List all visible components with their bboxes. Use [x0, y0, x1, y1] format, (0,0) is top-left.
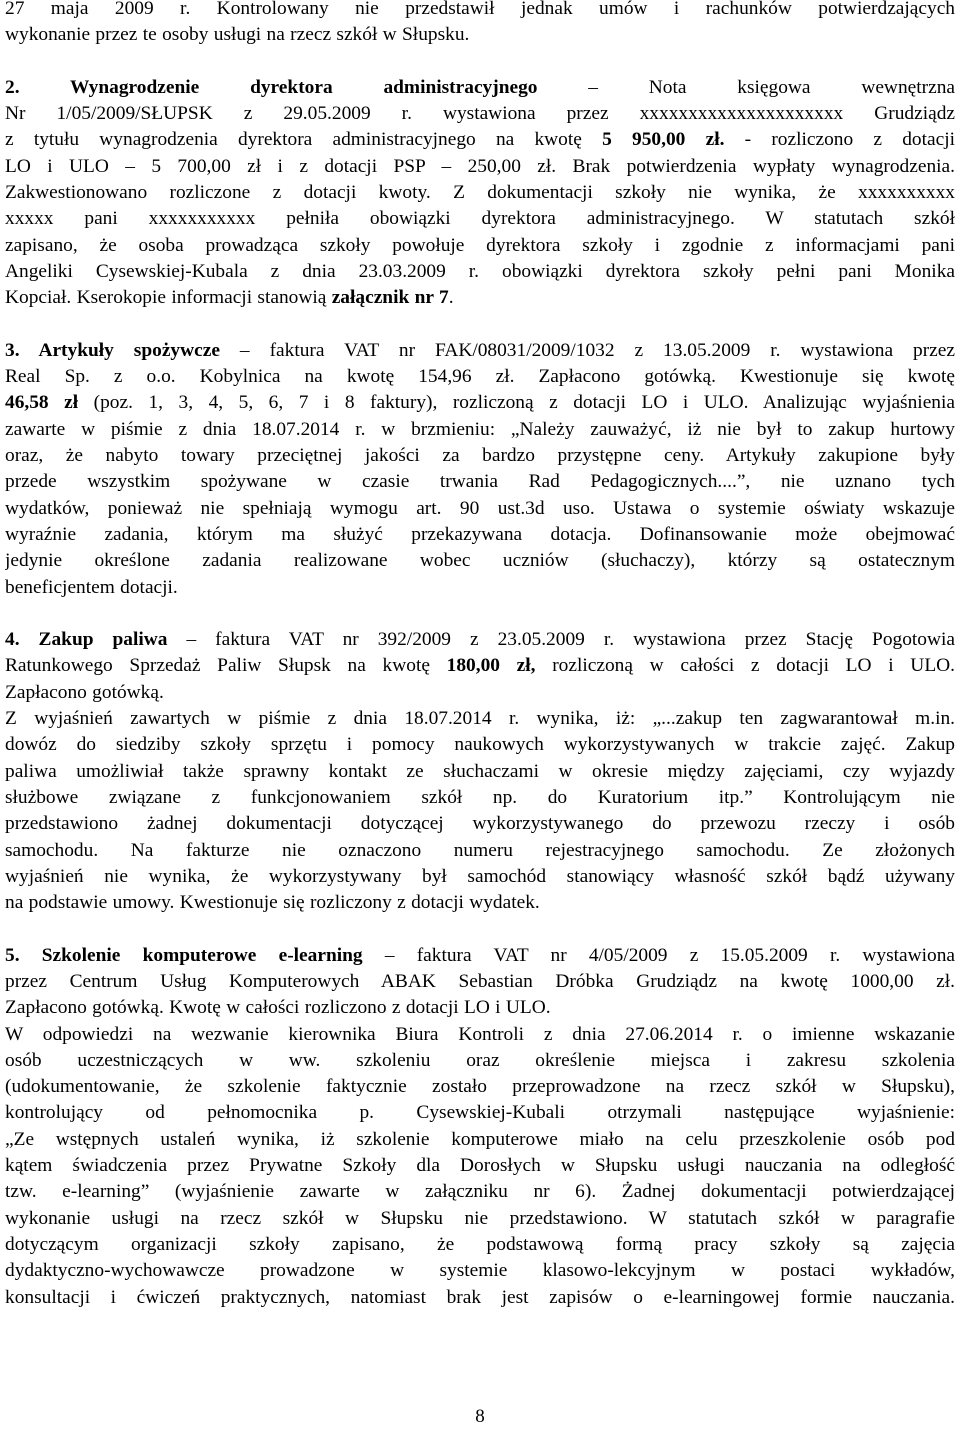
- text-fragment: – faktura VAT nr 4/05/2009 z 15.05.2009 r. wystawiona: [362, 944, 955, 966]
- document-page: [5, 0, 955, 1311]
- text-line: „Ze wstępnych ustaleń wynika, iż szkolenie komputerowe miało na celu przeszkolenie osób pod: [5, 1128, 955, 1150]
- section-4-paragraph: [5, 627, 955, 916]
- text-line: wyraźnie zadania, którym ma służyć przekazywana dotacja. Dofinansowanie może obejmować: [5, 523, 955, 545]
- text-line: [5, 653, 955, 679]
- text-fragment: z tytułu wynagrodzenia dyrektora administracyjnego na kwotę: [5, 129, 603, 151]
- text-line: (udokumentowanie, że szkolenie faktycznie zostało przeprowadzone na rzecz szkół w Słupsku),: [5, 1076, 955, 1098]
- text-fragment: – Nota księgowa wewnętrzna: [537, 76, 955, 98]
- text-line: kontrolujący od pełnomocnika p. Cysewskiej-Kubali otrzymali następujące wyjaśnienie:: [5, 1102, 955, 1124]
- section-number: 4.: [5, 629, 39, 651]
- text-line: tzw. e-learning” (wyjaśnienie zawarte w załączniku nr 6). Żadnej dokumentacji potwierdzającej: [5, 1181, 955, 1203]
- text-line: wydatków, ponieważ nie spełniają wymogu art. 90 ust.3d uso. Ustawa o systemie oświaty wskazuje: [5, 497, 955, 519]
- section-title: Artykuły spożywcze: [38, 339, 220, 361]
- text-line: wykonanie przez te osoby usługi na rzecz szkół w Słupsku.: [5, 24, 470, 46]
- text-line: dydaktyczno-wychowawcze prowadzone w systemie klasowo-lekcyjnym w postaci wykładów,: [5, 1260, 955, 1282]
- text-line: jedynie określone zadania realizowane wobec uczniów (słuchaczy), którzy są ostatecznym: [5, 550, 955, 572]
- text-line: dowóz do siedziby szkoły sprzętu i pomocy naukowych wykorzystywanych w trakcie zajęć. Zakup: [5, 734, 955, 756]
- section-3-paragraph: [5, 338, 955, 601]
- text-fragment: - rozliczono z dotacji: [724, 129, 955, 151]
- amount: 5 950,00 zł.: [602, 129, 725, 151]
- amount: 46,58 zł: [5, 392, 79, 414]
- section-number: 5.: [5, 944, 42, 966]
- section-number: 2.: [5, 76, 70, 98]
- text-line: zawarte w piśmie z dnia 18.07.2014 r. w brzmieniu: „Należy zauważyć, iż nie był to zakup hurtowy: [5, 418, 955, 440]
- section-title: Zakup paliwa: [38, 629, 168, 651]
- text-line: [5, 127, 955, 153]
- text-fragment: rozliczoną w całości z dotacji LO i ULO.: [535, 655, 955, 677]
- text-line: przedstawiono żadnej dokumentacji dotyczącej wykorzystywanego do przewozu rzeczy i osób: [5, 813, 955, 835]
- text-line: Z wyjaśnień zawartych w piśmie z dnia 18.07.2014 r. wynika, iż: „...zakup ten zagwarantował m.in.: [5, 708, 955, 730]
- text-fragment: – faktura VAT nr 392/2009 z 23.05.2009 r. wystawiona przez Stację Pogotowia: [167, 629, 955, 651]
- section-title: Szkolenie komputerowe e-learning: [41, 944, 363, 966]
- text-line: 27 maja 2009 r. Kontrolowany nie przedstawił jednak umów i rachunków potwierdzających: [5, 0, 955, 19]
- text-line: wyjaśnień nie wynika, że wykorzystywany był samochód stanowiący własność szkół bądź używany: [5, 865, 955, 887]
- text-fragment: .: [448, 287, 454, 309]
- page-number: 8: [475, 1406, 485, 1427]
- text-line: służbowe związane z funkcjonowaniem szkół np. do Kuratorium itp.” Kontrolującym nie: [5, 786, 955, 808]
- text-line: Real Sp. z o.o. Kobylnica na kwotę 154,96 zł. Zapłacono gotówką. Kwestionuje się kwotę: [5, 366, 955, 388]
- text-line: dotyczącym organizacji szkoły zapisano, że podstawową formą pracy szkoły są zajęcia: [5, 1233, 955, 1255]
- section-number: 3.: [5, 339, 39, 361]
- text-line: Zapłacono gotówką.: [5, 681, 164, 703]
- text-line: kątem świadczenia przez Prywatne Szkoły dla Dorosłych w Słupsku usługi nauczania na odległość: [5, 1155, 955, 1177]
- text-line: oraz, że nabyto towary przeciętnej jakości za bardzo przystępne ceny. Artykuły zakupione były: [5, 445, 955, 467]
- text-fragment: – faktura VAT nr FAK/08031/2009/1032 z 13.05.2009 r. wystawiona przez: [219, 339, 955, 361]
- text-line: osób uczestniczących w ww. szkoleniu oraz określenie miejsca i zakresu szkolenia: [5, 1049, 955, 1071]
- section-heading-line: [5, 75, 955, 101]
- text-line: LO i ULO – 5 700,00 zł i z dotacji PSP – 250,00 zł. Brak potwierdzenia wypłaty wynagrodzenia.: [5, 155, 955, 177]
- section-heading-line: [5, 338, 955, 364]
- text-line: zapisano, że osoba prowadząca szkoły powołuje dyrektora szkoły i zgodnie z informacjami pani: [5, 234, 955, 256]
- intro-paragraph: [5, 0, 955, 49]
- amount: 180,00 zł,: [446, 655, 536, 677]
- text-line: wykonanie usługi na rzecz szkół w Słupsku nie przedstawiono. W statutach szkół w paragrafie: [5, 1207, 955, 1229]
- text-line: [5, 285, 955, 311]
- section-5-paragraph: [5, 943, 955, 1311]
- text-line: Nr 1/05/2009/SŁUPSK z 29.05.2009 r. wystawiona przez xxxxxxxxxxxxxxxxxxxxx Grudziądz: [5, 103, 955, 125]
- text-fragment: (poz. 1, 3, 4, 5, 6, 7 i 8 faktury), rozliczoną z dotacji LO i ULO. Analizując wyjaśnienia: [78, 392, 955, 414]
- text-line: przede wszystkim spożywane w czasie trwania Rad Pedagogicznych....”, nie uznano tych: [5, 471, 955, 493]
- text-line: W odpowiedzi na wezwanie kierownika Biura Kontroli z dnia 27.06.2014 r. o imienne wskazanie: [5, 1023, 955, 1045]
- text-line: na podstawie umowy. Kwestionuje się rozliczony z dotacji wydatek.: [5, 892, 540, 914]
- text-fragment: Kopciał. Kserokopie informacji stanowią: [5, 287, 332, 309]
- text-line: przez Centrum Usług Komputerowych ABAK Sebastian Dróbka Grudziądz na kwotę 1000,00 zł.: [5, 970, 955, 992]
- text-line: xxxxx pani xxxxxxxxxxx pełniła obowiązki dyrektora administracyjnego. W statutach szkół: [5, 208, 955, 230]
- section-heading-line: [5, 943, 955, 969]
- attachment-ref: załącznik nr 7: [331, 287, 449, 309]
- section-heading-line: [5, 627, 955, 653]
- text-line: samochodu. Na fakturze nie oznaczono numeru rejestracyjnego samochodu. Ze złożonych: [5, 839, 955, 861]
- text-line: beneficjentem dotacji.: [5, 576, 178, 598]
- text-line: konsultacji i ćwiczeń praktycznych, natomiast brak jest zapisów o e-learningowej formie nauczania.: [5, 1286, 955, 1308]
- text-line: [5, 390, 955, 416]
- section-2-paragraph: [5, 75, 955, 312]
- text-fragment: Ratunkowego Sprzedaż Paliw Słupsk na kwotę: [5, 655, 447, 677]
- text-line: Zapłacono gotówką. Kwotę w całości rozliczono z dotacji LO i ULO.: [5, 997, 551, 1019]
- section-title: Wynagrodzenie dyrektora administracyjnego: [70, 76, 538, 98]
- text-line: Angeliki Cysewskiej-Kubala z dnia 23.03.2009 r. obowiązki dyrektora szkoły pełni pani Monika: [5, 260, 955, 282]
- text-line: Zakwestionowano rozliczone z dotacji kwoty. Z dokumentacji szkoły nie wynika, że xxxxxxxxxx: [5, 182, 955, 204]
- text-line: paliwa umożliwiał także sprawny kontakt ze słuchaczami w okresie między zajęciami, czy wyjazdy: [5, 760, 955, 782]
